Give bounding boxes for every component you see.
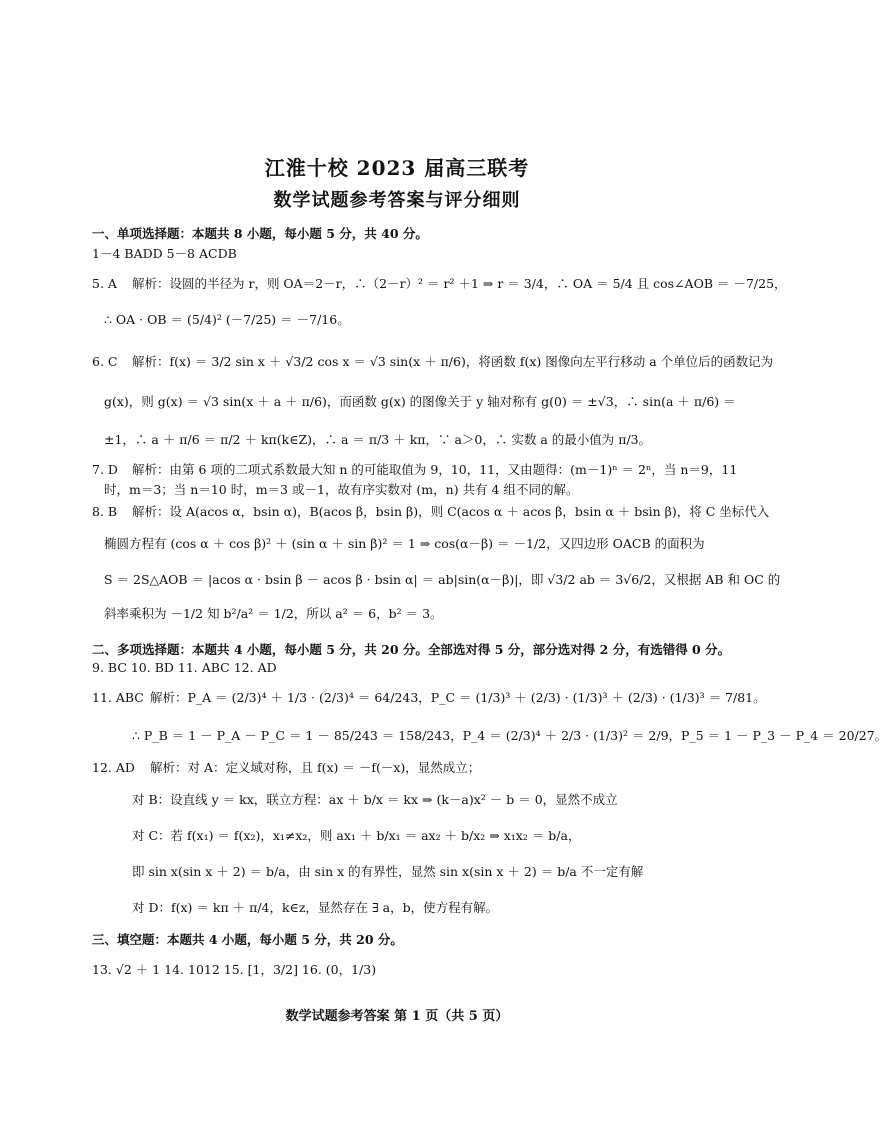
q5-line: ∴ OA · OB ＝ (5/4)² (－7/25) ＝ －7/16。	[104, 312, 350, 327]
section2-heading: 二、多项选择题：本题共 4 小题，每小题 5 分，共 20 分。全部选对得 5 分，部分选对得 2 分，有选错得 0 分。	[92, 642, 731, 657]
q11-line: 解析：P_A ＝ (2/3)⁴ ＋ 1/3 · (2/3)⁴ ＝ 64/243，P_C ＝ (1/3)³ ＋ (2/3) · (1/3)³ ＋ (2/3) · (1/3)³ ＝ 7/81。	[150, 690, 766, 705]
q8-line: 解析：设 A(acos α，bsin α)，B(acos β，bsin β)，则 C(acos α ＋ acos β，bsin α ＋ bsin β)，将 C 坐标代入	[132, 504, 770, 519]
q12-label: 12. AD	[92, 760, 135, 775]
q6-line: g(x)，则 g(x) ＝ √3 sin(x ＋ a ＋ π/6)，而函数 g(x) 的图像关于 y 轴对称有 g(0) ＝ ±√3，∴ sin(a ＋ π/6) ＝	[104, 394, 736, 409]
q8-line: S ＝ 2S△AOB ＝ |acos α · bsin β － acos β · bsin α| ＝ ab|sin(α－β)|，即 √3/2 ab ＝ 3√6/2，又根据 AB 和 OC 的	[104, 572, 781, 587]
q12-line: 对 C：若 f(x₁) ＝ f(x₂)，x₁≠x₂，则 ax₁ ＋ b/x₁ ＝ ax₂ ＋ b/x₂ ⇒ x₁x₂ ＝ b/a，	[132, 828, 581, 843]
q5-line: 解析：设圆的半径为 r，则 OA＝2－r，∴（2－r）² ＝ r² ＋1 ⇒ r ＝ 3/4，∴ OA ＝ 5/4 且 cos∠AOB ＝ －7/25，	[132, 276, 787, 291]
section3-answers: 13. √2 ＋ 1 14. 1012 15. [1，3/2] 16. (0，1/3)	[92, 962, 377, 977]
q7-line: 时，m＝3；当 n＝10 时，m＝3 或－1，故有序实数对 (m，n) 共有 4 组不同的解。	[104, 482, 579, 497]
q8-label: 8. B	[92, 504, 118, 519]
q12-line: 对 B：设直线 y ＝ kx，联立方程：ax ＋ b/x ＝ kx ⇒ (k－a)x² － b ＝ 0，显然不成立	[132, 792, 618, 807]
exam-subtitle: 数学试题参考答案与评分细则	[273, 190, 521, 211]
section2-answers: 9. BC 10. BD 11. ABC 12. AD	[92, 660, 277, 675]
page-footer: 数学试题参考答案 第 1 页（共 5 页）	[285, 1009, 509, 1024]
q7-label: 7. D	[92, 462, 118, 477]
q7-line: 解析：由第 6 项的二项式系数最大知 n 的可能取值为 9，10，11，又由题得：(m－1)ⁿ ＝ 2ⁿ，当 n＝9，11	[132, 462, 738, 477]
section1-answers: 1－4 BADD 5－8 ACDB	[92, 246, 237, 261]
q6-line: ±1，∴ a ＋ π/6 ＝ π/2 ＋ kπ(k∈Z)，∴ a ＝ π/3 ＋ kπ，∵ a＞0，∴ 实数 a 的最小值为 π/3。	[104, 432, 652, 447]
section1-heading: 一、单项选择题：本题共 8 小题，每小题 5 分，共 40 分。	[92, 226, 428, 241]
q12-line: 解析：对 A：定义域对称，且 f(x) ＝ －f(－x)，显然成立；	[150, 760, 481, 775]
section3-heading: 三、填空题：本题共 4 小题，每小题 5 分，共 20 分。	[92, 932, 403, 947]
exam-title: 江淮十校 2023 届高三联考	[264, 156, 530, 180]
q11-line: ∴ P_B ＝ 1 － P_A － P_C ＝ 1 － 85/243 ＝ 158/243，P_4 ＝ (2/3)⁴ ＋ 2/3 · (1/3)² ＝ 2/9，P_5 ＝ 1 － P_3 － P_4 ＝ 20/27。	[132, 728, 887, 743]
q12-line: 即 sin x(sin x ＋ 2) ＝ b/a，由 sin x 的有界性，显然 sin x(sin x ＋ 2) ＝ b/a 不一定有解	[132, 864, 644, 879]
q5-label: 5. A	[92, 276, 117, 291]
q6-label: 6. C	[92, 354, 118, 369]
q6-line: 解析：f(x) ＝ 3/2 sin x ＋ √3/2 cos x ＝ √3 sin(x ＋ π/6)，将函数 f(x) 图像向左平行移动 a 个单位后的函数记为	[132, 354, 774, 369]
q11-label: 11. ABC	[92, 690, 144, 705]
q12-line: 对 D：f(x) ＝ kπ ＋ π/4，k∈z，显然存在 ∃ a，b，使方程有解。	[132, 900, 499, 915]
q8-line: 椭圆方程有 (cos α ＋ cos β)² ＋ (sin α ＋ sin β)² ＝ 1 ⇒ cos(α－β) ＝ －1/2，又四边形 OACB 的面积为	[104, 536, 705, 551]
q8-line: 斜率乘积为 －1/2 知 b²/a² ＝ 1/2，所以 a² ＝ 6，b² ＝ 3。	[104, 606, 443, 621]
